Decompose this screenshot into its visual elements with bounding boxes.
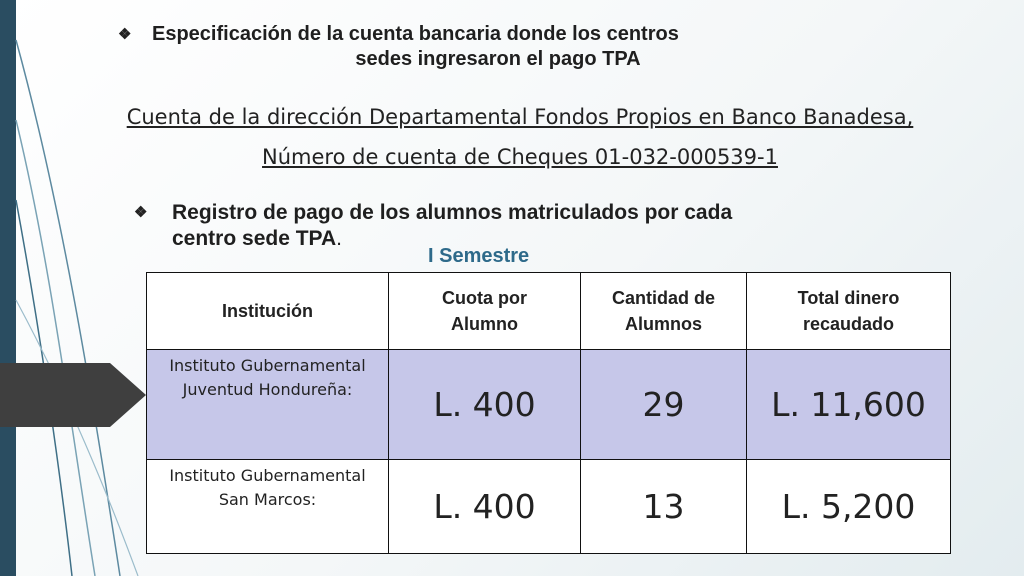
header-cuota: Cuota por Alumno	[389, 273, 581, 350]
cell-institucion: Instituto Gubernamental Juventud Hondureña:	[147, 350, 389, 460]
account-description: Cuenta de la dirección Departamental Fondos Propios en Banco Banadesa,	[126, 105, 914, 129]
cell-cuota: L. 400	[389, 350, 581, 460]
semester-label: I Semestre	[428, 245, 530, 267]
diamond-bullet-icon: ❖	[118, 26, 132, 43]
diamond-bullet-icon: ❖	[134, 204, 148, 221]
heading2-line-2-text: centro sede TPA	[172, 227, 337, 250]
heading-line-2: sedes ingresaron el pago TPA	[355, 48, 641, 70]
table-header-row	[147, 273, 951, 350]
payment-table	[146, 272, 951, 554]
cell-cuota: L. 400	[389, 460, 581, 554]
cell-total: L. 11,600	[747, 350, 951, 460]
heading-bank-account	[118, 22, 878, 72]
header-cantidad: Cantidad de Alumnos	[581, 273, 747, 350]
header-institucion: Institución	[147, 273, 389, 350]
cell-cantidad: 13	[581, 460, 747, 554]
table-row	[147, 350, 951, 460]
cell-total: L. 5,200	[747, 460, 951, 554]
heading2-line-1: Registro de pago de los alumnos matriculados por cada	[172, 201, 733, 224]
decorative-lines	[0, 0, 140, 576]
arrow-shape	[0, 363, 146, 427]
cell-cantidad: 29	[581, 350, 747, 460]
header-total: Total dinero recaudado	[747, 273, 951, 350]
heading-line-1: Especificación de la cuenta bancaria donde los centros	[152, 23, 679, 45]
table-row	[147, 460, 951, 554]
cell-institucion: Instituto Gubernamental San Marcos:	[147, 460, 389, 554]
heading2-period: .	[336, 227, 342, 250]
account-number: Número de cuenta de Cheques 01-032-000539-1	[262, 145, 778, 169]
